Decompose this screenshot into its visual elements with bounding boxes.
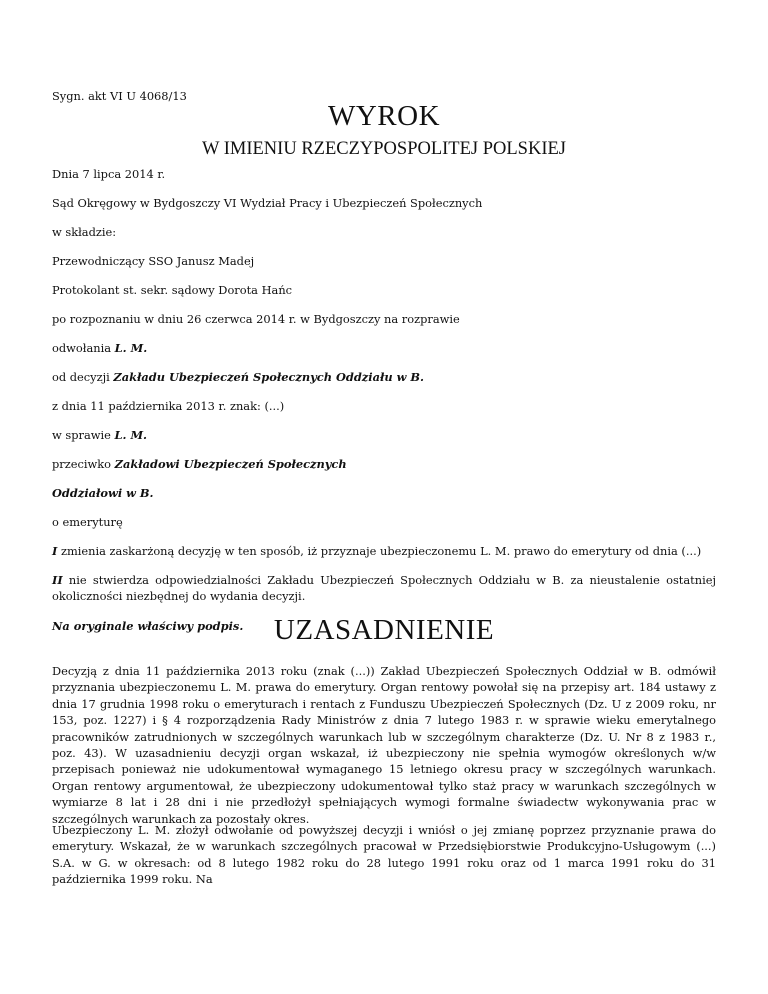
court-name: Sąd Okręgowy w Bydgoszczy VI Wydział Pracy i Ubezpieczeń Społecznych bbox=[52, 196, 483, 210]
decision-date: z dnia 11 października 2013 r. znak: (...) bbox=[52, 399, 285, 413]
against-line bbox=[52, 456, 347, 472]
case-signature: Sygn. akt VI U 4068/13 bbox=[52, 89, 187, 103]
case-line bbox=[52, 427, 147, 443]
justification-title: UZASADNIENIE bbox=[273, 614, 495, 646]
against-branch: Oddziałowi w B. bbox=[52, 486, 154, 500]
ruling-point-1-text: zmienia zaskarżoną decyzję w ten sposób, iż przyznaje ubezpieczonemu L. M. prawo do emerytury od dnia (...) bbox=[57, 544, 702, 558]
appeal-line bbox=[52, 340, 147, 356]
justification-paragraph-1: Decyzją z dnia 11 października 2013 roku (znak (...)) Zakład Ubezpieczeń Społecznych Oddział w B. odmówił przyznania ubezpieczonemu L. M. prawa do emerytury. Organ rentowy powołał się na przepisy art. 184 ustawy z dnia 17 grudnia 1998 roku o emeryturach i rentach z Funduszu Ubezpieczeń Społecznych (Dz. U z 2009 roku, nr 153, poz. 1227) i § 4 rozporządzenia Rady Ministrów z dnia 7 lutego 1983 r. w sprawie wieku emerytalnego pracowników zatrudnionych w szczególnych warunkach lub w szczególnym charakterze (Dz. U. Nr 8 z 1983 r., poz. 43). W uzasadnieniu decyzji organ wskazał, iż ubezpieczony nie spełnia wymogów określonych w/w przepisach ponieważ nie udokumentował wymaganego 15 letniego okresu pracy w szczególnych warunkach. Organ rentowy argumentował, że ubezpieczony udokumentował tylko staż pracy w warunkach szczególnych w wymiarze 8 lat i 28 dni i nie przedłożył spełniających wymogi formalne świadectw wykonywania prac w szczególnych warunkach za pozostały okres. bbox=[52, 664, 716, 826]
presiding-judge: Przewodniczący SSO Janusz Madej bbox=[52, 254, 255, 268]
judgment-date: Dnia 7 lipca 2014 r. bbox=[52, 167, 166, 181]
hearing-info: po rozpoznaniu w dniu 26 czerwca 2014 r. w Bydgoszczy na rozprawie bbox=[52, 312, 460, 326]
signature-note: Na oryginale właściwy podpis. bbox=[52, 619, 244, 633]
ruling-point-2-number: II bbox=[52, 573, 63, 587]
ruling-point-1-number: I bbox=[52, 544, 58, 558]
case-subject: o emeryturę bbox=[52, 515, 123, 529]
judgment-subtitle: W IMIENIU RZECZYPOSPOLITEJ POLSKIEJ bbox=[201, 139, 566, 159]
decision-prefix: od decyzji bbox=[52, 370, 114, 384]
ruling-point-1 bbox=[52, 543, 701, 559]
case-name: L. M. bbox=[114, 428, 148, 442]
appeal-prefix: odwołania bbox=[52, 341, 115, 355]
case-prefix: w sprawie bbox=[52, 428, 115, 442]
ruling-point-2-text: nie stwierdza odpowiedzialności Zakładu Ubezpieczeń Społecznych Oddziału w B. za nieustalenie ostatniej okoliczności niezbędnej do wydania decyzji. bbox=[52, 573, 716, 604]
decision-org: Zakładu Ubezpieczeń Społecznych Oddziału w B. bbox=[113, 370, 424, 384]
appellant-name: L. M. bbox=[114, 341, 148, 355]
ruling-point-2 bbox=[52, 572, 716, 605]
composition-label: w składzie: bbox=[52, 225, 117, 239]
against-prefix: przeciwko bbox=[52, 457, 115, 471]
judgment-title: WYROK bbox=[327, 100, 441, 132]
decision-line bbox=[52, 369, 424, 385]
court-clerk: Protokolant st. sekr. sądowy Dorota Hańc bbox=[52, 283, 293, 297]
against-org: Zakładowi Ubezpieczeń Społecznych bbox=[114, 457, 347, 471]
justification-paragraph-2: Ubezpieczony L. M. złożył odwołanie od powyższej decyzji i wniósł o jej zmianę poprzez przyznanie prawa do emerytury. Wskazał, że w warunkach szczególnych pracował w Przedsiębiorstwie Produkcyjno-Usługowym (...) S.A. w G. w okresach: od 8 lutego 1982 roku do 28 lutego 1991 roku oraz od 1 marca 1991 roku do 31 października 1999 roku. Na bbox=[52, 823, 716, 887]
